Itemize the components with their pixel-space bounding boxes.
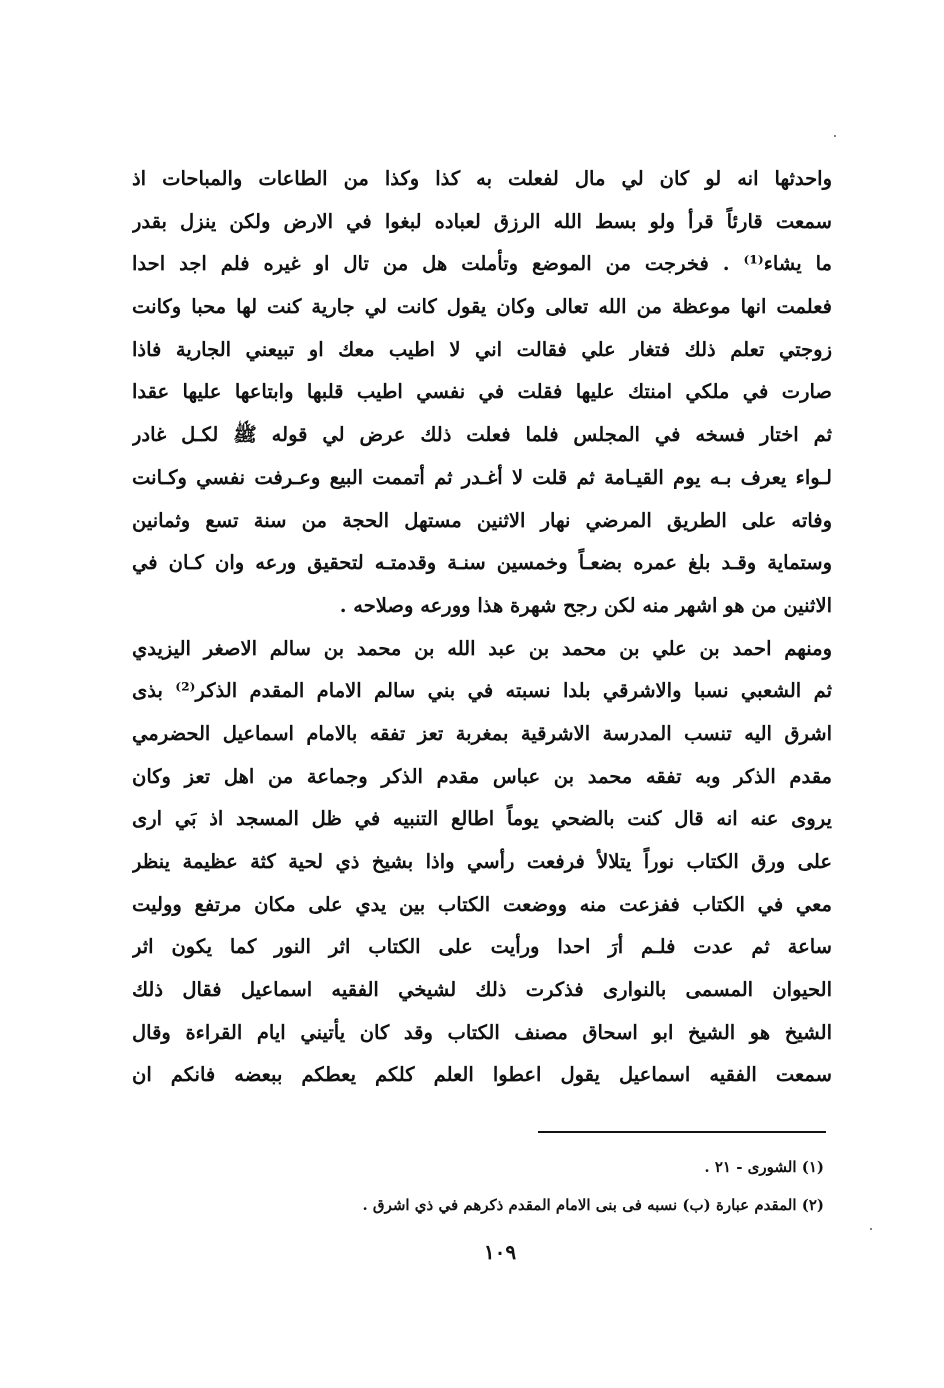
footnote-2: (٢) المقدم عبارة (ب) نسبه فى بنى الامام المقدم ذكرهم في ذي اشرق . bbox=[362, 1196, 824, 1214]
text-line: وستماية وقـد بلغ عمره بضعـاً وخمسين سنـة وقدمتـه لتحقيق ورعه وان كـان في bbox=[132, 551, 832, 575]
footnote-1: (١) الشورى - ٢١ . bbox=[704, 1158, 824, 1176]
text-line: يروى عنه انه قال كنت بالضحي يوماً اطالع التنبيه في ظل المسجد اذ بَي ارى bbox=[132, 807, 832, 831]
body-text bbox=[132, 158, 832, 1097]
text-line: فعلمت انها موعظة من الله تعالى وكان يقول كانت لي جارية كنت لها محبا وكانت bbox=[132, 295, 832, 319]
footnote-divider bbox=[538, 1131, 826, 1133]
scan-speck bbox=[870, 1228, 872, 1230]
text-line: سمعت قارئاً قرأ ولو بسط الله الرزق لعباده لبغوا في الارض ولكن ينزل بقدر bbox=[132, 209, 832, 233]
text-line: على ورق الكتاب نوراً يتلالأ فرفعت رأسي واذا بشيخ ذي لحية كثة عظيمة ينظر bbox=[132, 850, 832, 873]
text-line: ساعة ثم عدت فلـم أرَ احدا ورأيت على الكتاب اثر النور كما يكون اثر bbox=[132, 935, 832, 959]
scan-speck bbox=[834, 135, 836, 137]
text-line: وفاته على الطريق المرضي نهار الاثنين مستهل الحجة من سنة تسع وثمانين bbox=[132, 508, 832, 532]
text-line: ثم الشعبي نسبا والاشرقي بلدا نسبته في بني سالم الامام المقدم الذكر⁽²⁾ بذى bbox=[132, 679, 832, 703]
text-line: لـواء يعرف بـه يوم القيـامة ثم قلت لا أغـدر ثم أتممت البيع وعـرفت نفسي وكـانت bbox=[132, 465, 832, 489]
text-line: زوجتي تعلم ذلك فتغار علي فقالت اني لا اطيب معك او تبيعني الجارية فاذا bbox=[132, 337, 832, 361]
paragraph-start-line: ومنهم احمد بن علي بن محمد بن عبد الله بن محمد بن سالم الاصغر اليزيدي bbox=[132, 636, 832, 660]
text-line: اشرق اليه تنسب المدرسة الاشرقية بمغربة تعز تفقه بالامام اسماعيل الحضرمي bbox=[132, 721, 832, 745]
text-line: ما يشاء⁽¹⁾ . فخرجت من الموضع وتأملت هل من تال او غيره فلم اجد احدا bbox=[132, 252, 832, 276]
paragraph-end-line: الاثنين من هو اشهر منه لكن رجح شهرة هذا وورعه وصلاحه . bbox=[339, 593, 832, 617]
text-line: سمعت الفقيه اسماعيل يقول اعطوا العلم كلكم يعطكم ببعضه فانكم ان bbox=[132, 1063, 832, 1087]
page-number: ١٠٩ bbox=[483, 1240, 517, 1264]
text-line: صارت في ملكي امنتك عليها فقلت في نفسي اطيب قلبها وابتاعها عليها عقدا bbox=[132, 380, 832, 404]
text-line: ثم اختار فسخه في المجلس فلما فعلت ذلك عرض لي قوله ﷺ لكـل غادر bbox=[132, 423, 832, 447]
text-line: واحدثها انه لو كان لي مال لفعلت به كذا وكذا من الطاعات والمباحات اذ bbox=[132, 167, 832, 190]
footnotes bbox=[300, 1148, 824, 1224]
text-line: مقدم الذكر وبه تفقه محمد بن عباس مقدم الذكر وجماعة من اهل تعز وكان bbox=[132, 764, 832, 788]
text-line: معي في الكتاب ففزعت منه ووضعت الكتاب بين يدي على مكان مرتفع ووليت bbox=[132, 892, 832, 916]
text-line: الشيخ هو الشيخ ابو اسحاق مصنف الكتاب وقد كان يأتيني ايام القراءة وقال bbox=[132, 1020, 832, 1044]
text-line: الحيوان المسمى بالنوارى فذكرت ذلك لشيخي الفقيه اسماعيل فقال ذلك bbox=[132, 978, 832, 1002]
